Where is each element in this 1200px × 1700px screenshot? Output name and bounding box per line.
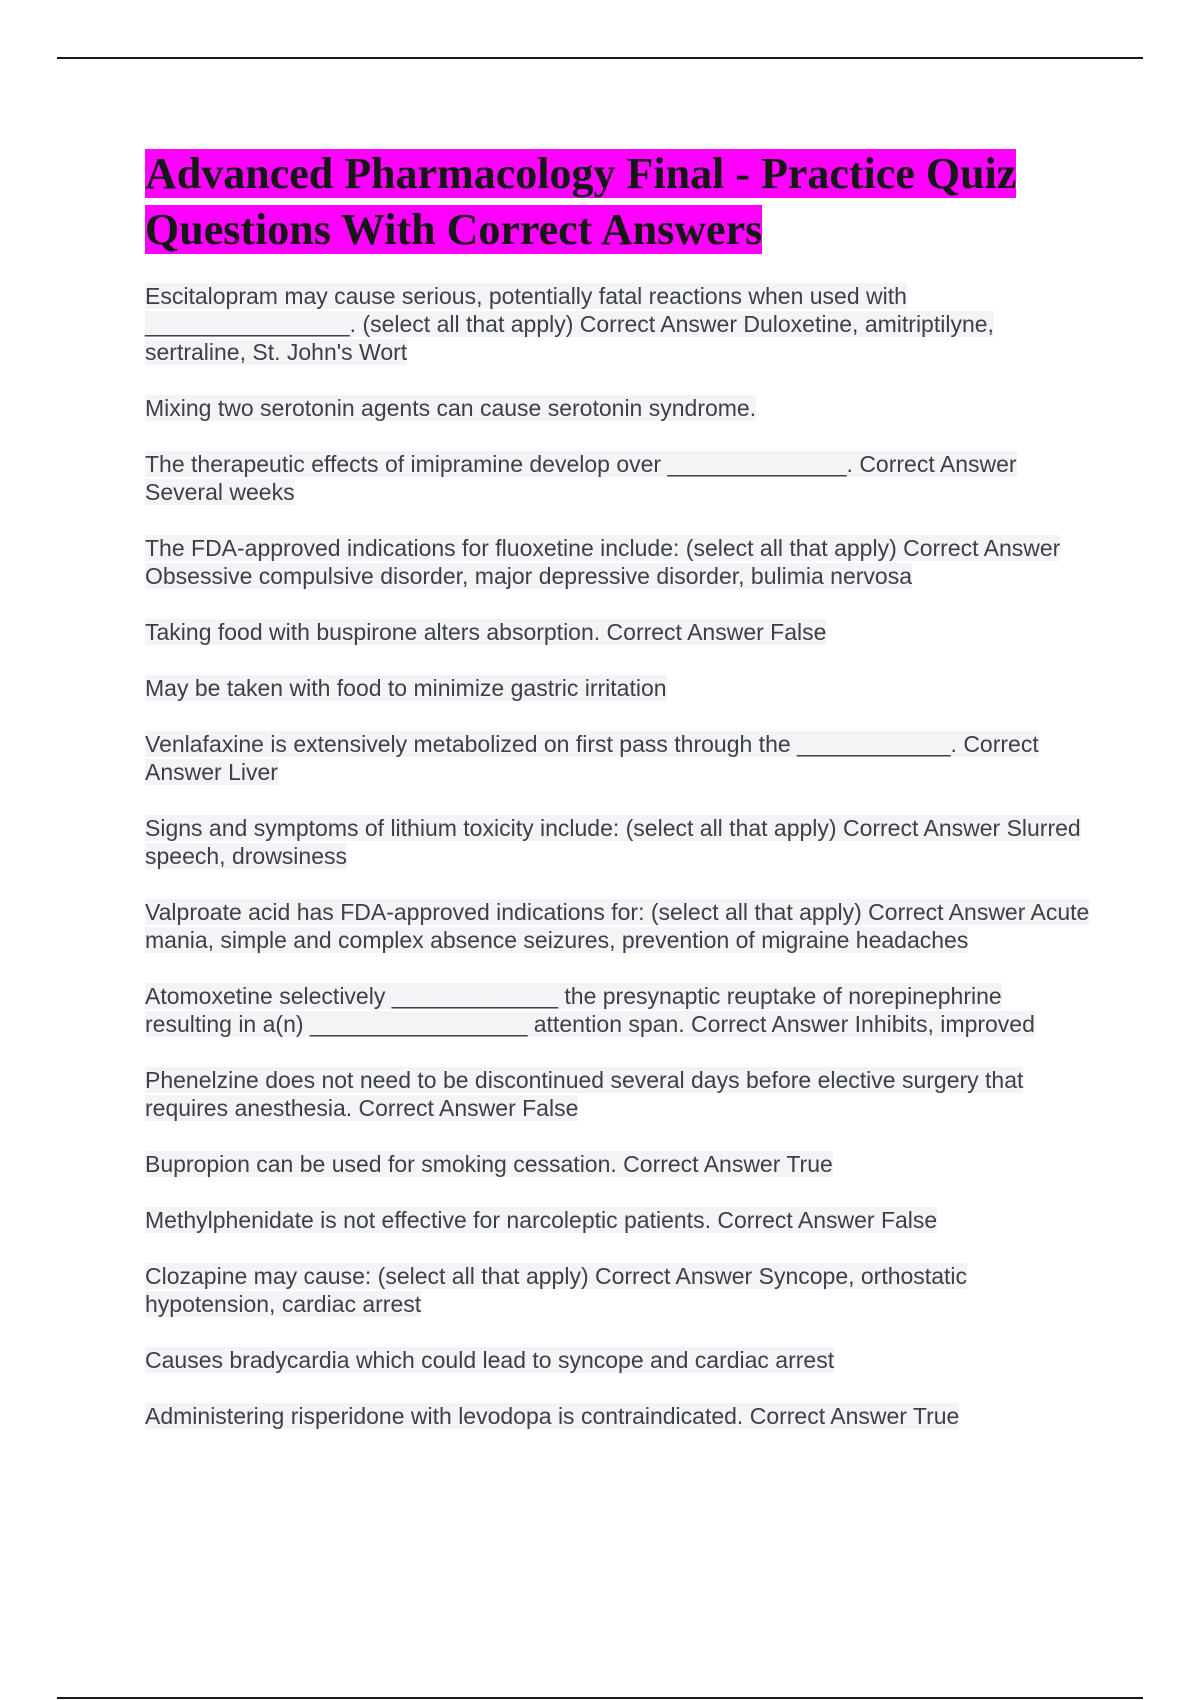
qa-item <box>145 1066 1095 1122</box>
qa-item-text: Bupropion can be used for smoking cessation. Correct Answer True <box>145 1151 833 1177</box>
top-rule <box>57 57 1143 59</box>
qa-item <box>145 1262 1095 1318</box>
qa-item <box>145 814 1095 870</box>
qa-item-text: The therapeutic effects of imipramine develop over ______________. Correct Answer Several weeks <box>145 451 1017 505</box>
bottom-rule <box>57 1697 1143 1699</box>
qa-item <box>145 674 1095 702</box>
qa-item-text: Mixing two serotonin agents can cause serotonin syndrome. <box>145 395 757 421</box>
document-title <box>145 146 1095 258</box>
qa-item-text: Clozapine may cause: (select all that apply) Correct Answer Syncope, orthostatic hypotension, cardiac arrest <box>145 1263 967 1317</box>
qa-item <box>145 898 1095 954</box>
qa-item <box>145 394 1095 422</box>
qa-item-text: Phenelzine does not need to be discontinued several days before elective surgery that requires anesthesia. Correct Answer False <box>145 1067 1024 1121</box>
qa-item <box>145 1206 1095 1234</box>
qa-item <box>145 282 1095 366</box>
qa-item-text: Atomoxetine selectively _____________ the presynaptic reuptake of norepinephrine resulting in a(n) _________________ attention span. Correct Answer Inhibits, improved <box>145 983 1035 1037</box>
qa-item-text: Taking food with buspirone alters absorption. Correct Answer False <box>145 619 827 645</box>
qa-item <box>145 1346 1095 1374</box>
qa-item-text: Signs and symptoms of lithium toxicity include: (select all that apply) Correct Answer Slurred speech, drowsiness <box>145 815 1081 869</box>
qa-item-text: Causes bradycardia which could lead to syncope and cardiac arrest <box>145 1347 835 1373</box>
qa-item <box>145 534 1095 590</box>
qa-item-text: May be taken with food to minimize gastric irritation <box>145 675 667 701</box>
qa-item-text: Administering risperidone with levodopa is contraindicated. Correct Answer True <box>145 1403 960 1429</box>
qa-item <box>145 982 1095 1038</box>
qa-item-text: Venlafaxine is extensively metabolized on first pass through the ____________. Correct Answer Liver <box>145 731 1039 785</box>
qa-item-text: The FDA-approved indications for fluoxetine include: (select all that apply) Correct Answer Obsessive compulsive disorder, major depressive disorder, bulimia nervosa <box>145 535 1061 589</box>
qa-item-text: Valproate acid has FDA-approved indications for: (select all that apply) Correct Answer Acute mania, simple and complex absence seizures, prevention of migraine headaches <box>145 899 1090 953</box>
document-title-text: Advanced Pharmacology Final - Practice Quiz Questions With Correct Answers <box>145 149 1017 254</box>
qa-item-text: Escitalopram may cause serious, potentially fatal reactions when used with ________________. (select all that apply) Correct Answer Duloxetine, amitriptilyne, sertraline, St. John's Wort <box>145 283 994 365</box>
qa-item-text: Methylphenidate is not effective for narcoleptic patients. Correct Answer False <box>145 1207 938 1233</box>
qa-item <box>145 1150 1095 1178</box>
qa-item <box>145 618 1095 646</box>
qa-item <box>145 1402 1095 1430</box>
document-body <box>145 146 1095 1458</box>
qa-item <box>145 450 1095 506</box>
qa-item <box>145 730 1095 786</box>
